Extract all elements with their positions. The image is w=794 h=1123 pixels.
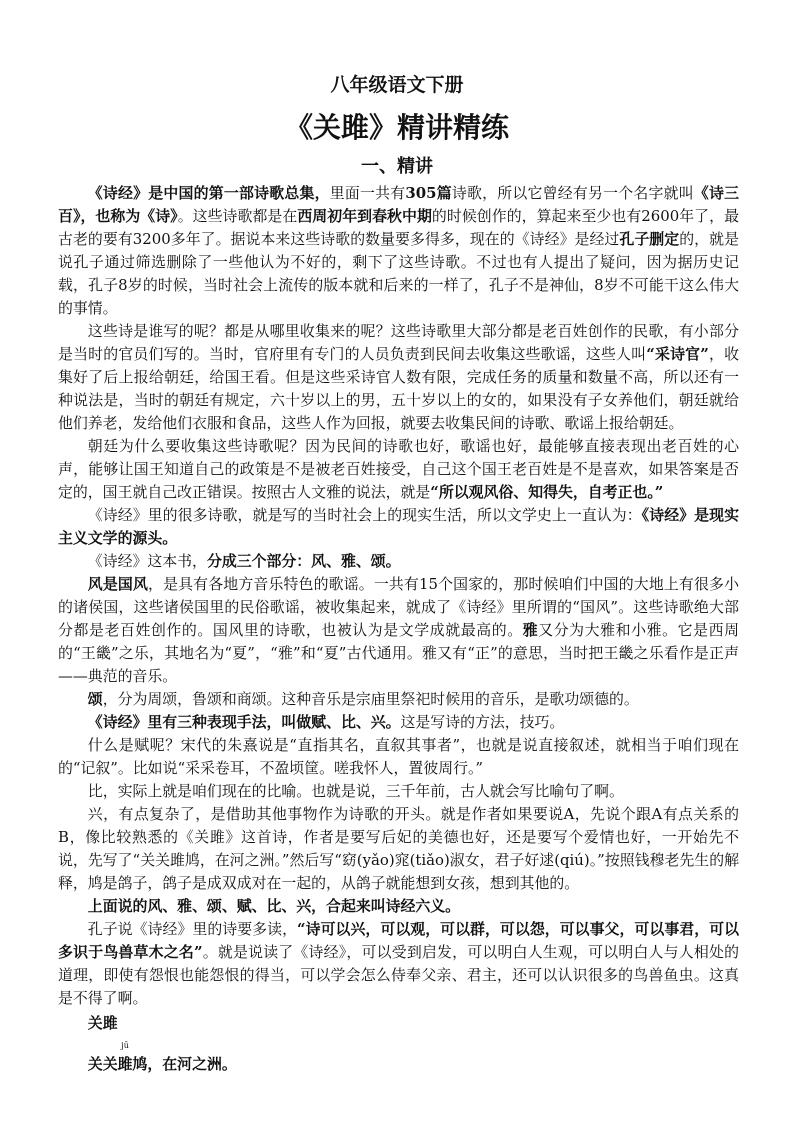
section-title: 一、精讲 xyxy=(361,156,433,177)
paragraph-p10 xyxy=(58,780,739,803)
bold-text: 分成三个部分：风、雅、颂。 xyxy=(206,552,401,570)
text-run: ，收集好了后上报给朝廷，给国王看。但是这些采诗官人数有限，完成任务的质量和数量不高，所以还有一种说法是，当时的朝廷有规定，六十岁以上的男，五十岁以上的女的，如果没有子女养他们，朝廷就给他们养老，发给他们衣服和食品，这些人作为回报，就要去收集民间的诗歌、歌谣上报给朝廷。 xyxy=(58,345,739,432)
text-run: 又分为大雅和小雅。它是西周的“王畿”之乐，其地名为“夏”，“雅”和“夏”古代通用。雅又有“正”的意思，当时把王畿之乐看作是正声——典范的音乐。 xyxy=(58,621,739,685)
text-run: 兴，有点复杂了，是借助其他事物作为诗歌的开头。就是作者如果要说A，先说个跟A有点关系的B，像比较熟悉的《关雎》这首诗，作者是要写后妃的美德也好，还是要写个爱情也好，一开始先不说，先写了“关关雎鸠，在河之洲。”然后写“窈(yǎo)窕(tiǎo)淑女，君子好逑(qiú)。”按照钱穆老先生的解释，鸠是鸽子，鸽子是成双成对在一起的，从鸽子就能想到女孩，想到其他的。 xyxy=(58,805,739,892)
text-run: 《诗经》里的很多诗歌，就是写的当时社会上的现实生活，所以文学史上一直认为： xyxy=(87,506,642,524)
bold-text: “采诗官” xyxy=(646,345,709,363)
text-run: 里面一共有 xyxy=(329,184,406,202)
text-run: 诗歌，所以它曾经有另一个名字就叫 xyxy=(451,184,694,202)
bold-text: 上面说的风、雅、颂、赋、比、兴，合起来叫诗经六义。 xyxy=(87,897,461,915)
text-run: 的，就是说孔子通过筛选删除了一些他认为不好的，剩下了这些诗歌。不过也有人提出了疑问，因为据历史记载，孔子8岁的时候，当时社会上流传的版本就和后来的一样了，孔子不是神仙，8岁不可能干这么伟大的事情。 xyxy=(58,230,739,317)
ruby-base: 雎 xyxy=(117,1055,133,1073)
poem-line-1 xyxy=(58,1041,739,1076)
text-run: 比，实际上就是咱们现在的比喻。也就是说，三千年前，古人就会写比喻句了啊。 xyxy=(87,782,624,800)
poem-title xyxy=(58,1012,739,1035)
paragraph-p12 xyxy=(58,895,739,918)
paragraph-p3 xyxy=(58,435,739,504)
text-run: ，分为周颂，鲁颂和商颂。这种音乐是宗庙里祭祀时候用的音乐，是歌功颂德的。 xyxy=(102,690,639,708)
bold-text: 305篇 xyxy=(405,184,452,202)
bold-text: 《诗经》是现实主义文学的源头。 xyxy=(58,506,739,547)
paragraph-p4 xyxy=(58,504,739,550)
poem-line-1-start: 关关 xyxy=(87,1055,118,1073)
bold-text: 颂 xyxy=(87,690,103,708)
paragraph-p11 xyxy=(58,803,739,895)
text-run: 的时候创作的，算起来至少也有2600年了，最古老的要有3200多年了。据说本来这些诗歌的数量要多得多，现在的《诗经》是经过 xyxy=(58,207,739,248)
text-run: ，是具有各地方音乐特色的歌谣。一共有15个国家的，那时候咱们中国的大地上有很多小的诸侯国，这些诸侯国里的民俗歌谣，被收集起来，就成了《诗经》里所谓的“国风”。这些诗歌绝大部分都是老百姓创作的。国风里的诗歌，也被认为是文学成就最高的。 xyxy=(58,575,739,639)
bold-text: 雅 xyxy=(522,621,539,639)
document-body xyxy=(58,182,739,1076)
text-run: 。就是说读了《诗经》，可以受到启发，可以明白人生观，可以明白人与人相处的道理，即使有怨恨也能怨恨的得当，可以学会怎么侍奉父亲、君主，还可以认识很多的鸟兽鱼虫。这真是不得了啊。 xyxy=(58,943,739,1007)
ruby-char xyxy=(117,1041,133,1076)
paragraph-p8 xyxy=(58,711,739,734)
main-title: 《关雎》精讲精练 xyxy=(284,111,509,144)
bold-text: 《诗经》里有三种表现手法，叫做赋、比、兴。 xyxy=(87,713,401,731)
paragraph-p5 xyxy=(58,550,739,573)
bold-text: 《诗经》是中国的第一部诗歌总集， xyxy=(87,184,330,202)
text-run: 朝廷为什么要收集这些诗歌呢？因为民间的诗歌也好，歌谣也好，最能够直接表现出老百姓的心声，能够让国王知道自己的政策是不是被老百姓接受，自己这个国王老百姓是不是喜欢，如果答案是否定的，国王就自己改正错误。按照古人文雅的说法，就是 xyxy=(58,437,739,501)
text-run: 这些诗是谁写的呢？都是从哪里收集来的呢？这些诗歌里大部分都是老百姓创作的民歌，有小部分是当时的官员们写的。当时，官府里有专门的人员负责到民间去收集这些歌谣，这些人叫 xyxy=(58,322,739,363)
paragraph-p13 xyxy=(58,918,739,1010)
paragraph-p6 xyxy=(58,573,739,688)
text-run: 这是写诗的方法，技巧。 xyxy=(400,713,565,731)
bold-text: 《诗三百》，也称为《诗》 xyxy=(58,184,739,225)
poem-gap xyxy=(58,1035,739,1047)
paragraph-p9 xyxy=(58,734,739,780)
bold-text: “所以观风俗、知得失，自考正也。” xyxy=(430,483,664,501)
text-run: 孔子说《诗经》里的诗要多读， xyxy=(87,920,298,938)
text-run: 《诗经》这本书， xyxy=(87,552,207,570)
paragraph-p2 xyxy=(58,320,739,435)
paragraph-p1 xyxy=(58,182,739,320)
bold-text: “诗可以兴，可以观，可以群，可以怨，可以事父，可以事君，可以多识于鸟兽草木之名” xyxy=(58,920,739,961)
paragraph-list xyxy=(58,182,739,1010)
poem-title-text: 关雎 xyxy=(87,1014,118,1032)
bold-text: 西周初年到春秋中期 xyxy=(297,207,432,225)
bold-text: 风是国风 xyxy=(87,575,149,593)
grade-title: 八年级语文下册 xyxy=(330,74,464,96)
text-run: 。这些诗歌都是在 xyxy=(177,207,298,225)
text-run: 什么是赋呢？宋代的朱熹说是“直指其名，直叙其事者”，也就是说直接叙述，就相当于咱们现在的“记叙”。比如说“采采卷耳，不盈顷筐。嗟我怀人，置彼周行。” xyxy=(58,736,739,777)
poem-line-1-end: 鸠，在河之洲。 xyxy=(132,1055,237,1073)
ruby-pinyin: jū xyxy=(121,1041,129,1050)
paragraph-p7 xyxy=(58,688,739,711)
bold-text: 孔子删定 xyxy=(619,230,680,248)
